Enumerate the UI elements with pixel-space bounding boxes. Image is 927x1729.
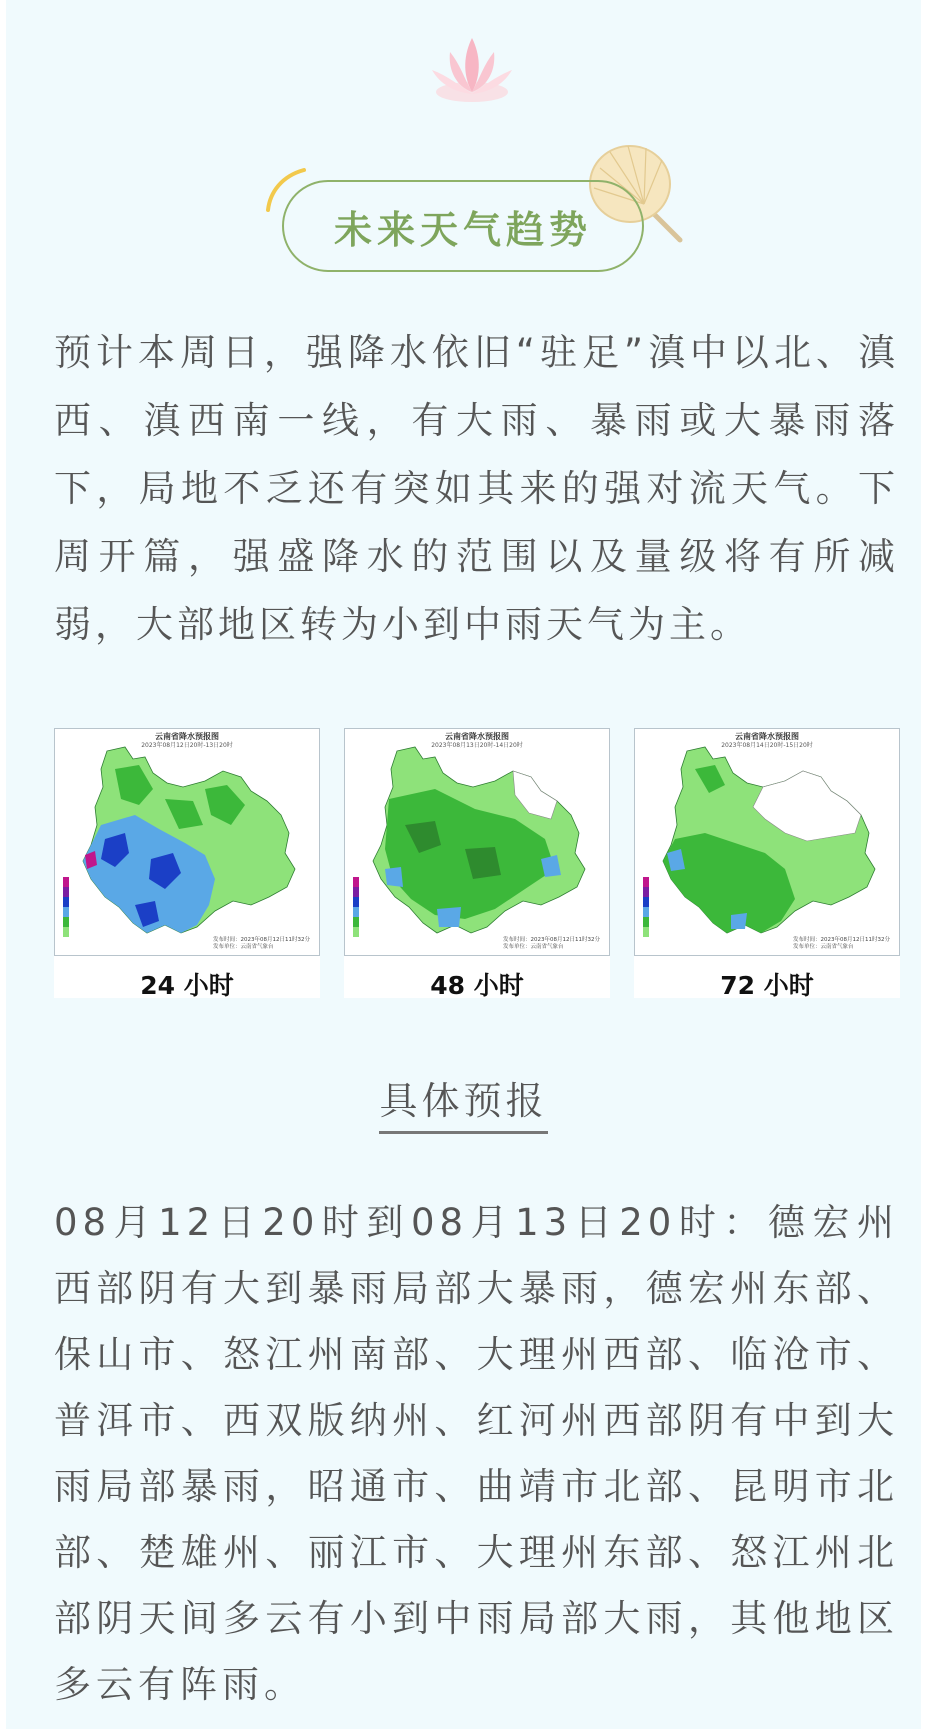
section-heading — [6, 1070, 921, 1134]
forecast-map-24h — [54, 728, 320, 956]
forecast-paragraph: 08月12日20时到08月13日20时：德宏州西部阴有大到暴雨局部大暴雨，德宏州东部、保山市、怒江州南部、大理州西部、临沧市、普洱市、西双版纳州、红河州西部阴有中到大雨局部暴雨，昭通市、曲靖市北部、昆明市北部、楚雄州、丽江市、大理州东部、怒江州北部阴天间多云有小到中雨局部大雨，其他地区多云有阵雨。 — [54, 1201, 899, 1706]
map-footer — [793, 937, 893, 951]
map-footer-org: 发布单位：云南省气象台 — [793, 944, 854, 950]
map-footer-time: 发布时间：2023年08月12日11时32分 — [503, 937, 600, 943]
map-title: 云南省降水预报图 — [445, 732, 509, 741]
map-subtitle: 2023年08月14日20时-15日20时 — [721, 742, 813, 749]
map-subtitle: 2023年08月13日20时-14日20时 — [431, 742, 523, 749]
section-heading-text: 具体预报 — [379, 1070, 547, 1134]
map-subtitle: 2023年08月12日20时-13日20时 — [141, 742, 233, 749]
map-footer-org: 发布单位：云南省气象台 — [213, 944, 274, 950]
map-label-24h: 24 小时 — [140, 971, 234, 1000]
page-title: 未来天气趋势 — [333, 207, 592, 252]
map-footer-org: 发布单位：云南省气象台 — [503, 944, 564, 950]
intro-paragraph: 预计本周日，强降水依旧“驻足”滇中以北、滇西、滇西南一线，有大雨、暴雨或大暴雨落下，局地不乏还有突如其来的强对流天气。下周开篇，强盛降水的范围以及量级将有所减弱，大部地区转为小到中雨天气为主。 — [54, 331, 899, 646]
map-footer-time: 发布时间：2023年08月12日11时32分 — [793, 937, 890, 943]
section-title-badge — [282, 180, 644, 272]
map-label-72h: 72 小时 — [720, 971, 814, 1000]
article-page — [6, 0, 921, 1729]
forecast-map-72h — [634, 728, 900, 956]
forecast-map-row — [54, 728, 904, 998]
map-title: 云南省降水预报图 — [155, 732, 219, 741]
map-label-48h: 48 小时 — [430, 971, 524, 1000]
map-footer-time: 发布时间：2023年08月12日11时32分 — [213, 937, 310, 943]
lotus-icon — [424, 30, 520, 110]
map-title: 云南省降水预报图 — [735, 732, 799, 741]
map-footer — [503, 937, 603, 951]
map-footer — [213, 937, 313, 951]
forecast-map-48h — [344, 728, 610, 956]
